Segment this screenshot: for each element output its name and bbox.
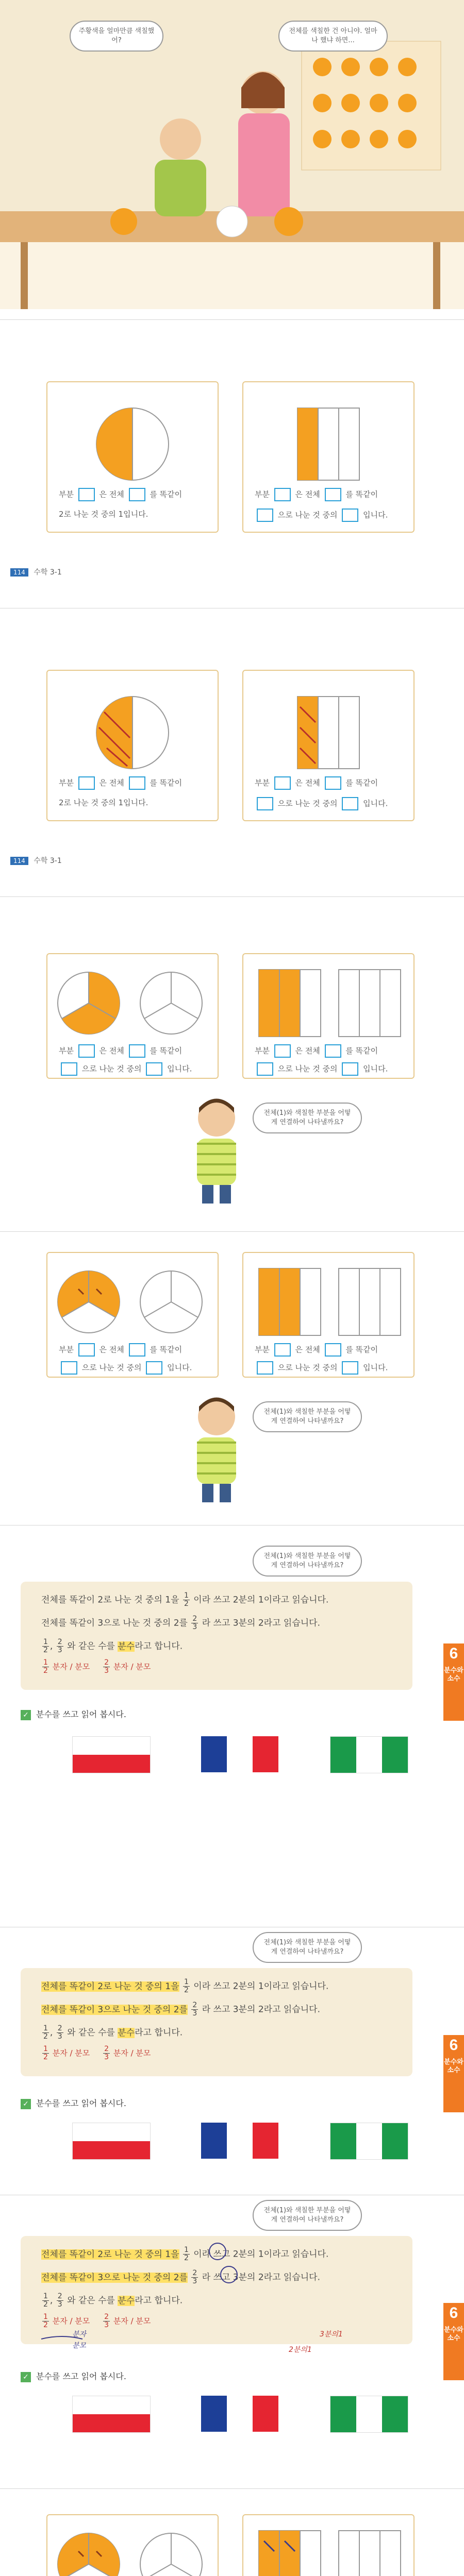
card-rect-third (242, 381, 415, 533)
sentence-part: 를 똑같이 (345, 1046, 378, 1056)
answer-box[interactable] (257, 1361, 273, 1375)
answer-box[interactable] (78, 488, 95, 501)
denominator-label: 분모 (75, 2316, 90, 2326)
sentence-part: 은 전체 (295, 489, 320, 499)
answer-box[interactable] (257, 509, 273, 522)
card-sentence (255, 488, 378, 501)
numerator: 2 (192, 2269, 197, 2277)
denominator-label: 분모 (136, 2316, 151, 2326)
sentence-part: 를 똑같이 (345, 1345, 378, 1354)
flag-indonesia (72, 2123, 151, 2160)
denominator: 3 (57, 1646, 62, 1654)
info-text: 이라 쓰고 2분의 1이라고 읽습니다. (193, 2249, 329, 2260)
answer-box[interactable] (325, 776, 341, 790)
answer-box[interactable] (78, 1044, 95, 1058)
page-number: 114 (10, 857, 28, 865)
footer-left (10, 567, 62, 577)
info-text: 전체를 똑같이 2로 나눈 것 중의 1을 (41, 1981, 179, 1992)
flag-indonesia (72, 2396, 151, 2433)
chapter-title: 분수와 소수 (444, 2058, 463, 2074)
answer-box[interactable] (342, 797, 358, 810)
card-sentence (255, 1044, 378, 1058)
annotation: 분모 (72, 2342, 87, 2350)
fraction (57, 2025, 63, 2041)
info-text: 와 같은 수를 (67, 1641, 115, 1652)
numerator-label: 분자 (113, 1662, 128, 1671)
sentence-part: 입니다. (363, 1064, 388, 1074)
rect-third-figure (243, 671, 413, 774)
sentence-part: 를 똑같이 (150, 1046, 183, 1056)
info-text: 이라 쓰고 2분의 1이라고 읽습니다. (193, 1595, 329, 1605)
numerator: 1 (43, 1638, 48, 1646)
answer-box[interactable] (274, 776, 291, 790)
numerator-label: 분자 (52, 2048, 68, 2058)
card-sentence-2 (255, 509, 388, 522)
info-line-2 (41, 1615, 320, 1631)
section-4 (0, 1236, 464, 1520)
info-text: 이라 쓰고 2분의 1이라고 읽습니다. (193, 1981, 329, 1992)
denominator: 3 (57, 2300, 62, 2309)
numerator: 1 (184, 2246, 189, 2254)
sentence-part: 부분 (255, 1046, 270, 1056)
chapter-tab (443, 2303, 464, 2380)
denominator: 3 (192, 2009, 197, 2018)
denominator: 2 (43, 2032, 48, 2041)
answer-box[interactable] (146, 1062, 162, 1076)
answer-box[interactable] (342, 509, 358, 522)
card-sentence (59, 488, 182, 501)
sentence-part: 를 똑같이 (150, 1345, 183, 1354)
kid-bubble: 전체(1)와 색칠한 부분을 어떻게 연결하여 나타낼까요? (253, 1401, 362, 1432)
kid-bubble: 전체(1)와 색칠한 부분을 어떻게 연결하여 나타낼까요? (253, 1103, 362, 1133)
info-line-3: $\frac{1}{2}$ , $\frac{2}{3}$ 와 같은 수를 분수라고 합니다. (43, 2024, 183, 2041)
fraction (183, 1978, 190, 1994)
chapter-tab (443, 1643, 464, 1721)
chapter-title: 분수와 소수 (444, 2326, 463, 2342)
denominator: 3 (104, 2053, 109, 2061)
info-box (21, 1968, 412, 2076)
denominator: 2 (43, 1667, 48, 1675)
divider (0, 319, 464, 320)
info-line-2 (41, 2002, 320, 2018)
numerator: 2 (104, 2313, 109, 2321)
denominator: 2 (184, 1600, 189, 1608)
rect-thirds-figure (243, 1253, 413, 1341)
question-text: 분수를 쓰고 읽어 봅시다. (36, 1709, 126, 1719)
card-sentence-2 (255, 1062, 388, 1076)
sentence-part: 은 전체 (99, 778, 124, 788)
flag-france (201, 1736, 278, 1772)
footer-left (10, 855, 62, 866)
info-line-1 (41, 1978, 328, 1994)
sentence-part: 를 똑같이 (150, 489, 183, 499)
sentence-part: 부분 (255, 778, 270, 788)
annotation: 2분의1 (289, 2346, 312, 2354)
answer-box[interactable] (129, 488, 145, 501)
divider (0, 1525, 464, 1526)
sentence-part: 으로 나눈 것 중의 (81, 1363, 142, 1372)
info-text: 라 쓰고 3분의 2라고 읽습니다. (202, 2272, 320, 2283)
info-line-4: $\frac{1}{2}$ 분자 / 분모 $\frac{2}{3}$ 분자 / 분모 (43, 1658, 151, 1675)
card-pie-thirds (46, 2514, 219, 2576)
half-circle-figure (47, 671, 218, 774)
numerator: 2 (104, 2045, 109, 2053)
info-text: 라 쓰고 3분의 2라고 읽습니다. (202, 1618, 320, 1629)
answer-box[interactable] (274, 488, 291, 501)
info-line-4: $\frac{1}{2}$ 분자 / 분모 $\frac{2}{3}$ 분자 / 분모 (43, 2313, 151, 2329)
numerator: 1 (184, 1978, 189, 1986)
section-2 (0, 649, 464, 886)
denominator: 3 (104, 2321, 109, 2329)
info-text: 전체를 똑같이 2로 나눈 것 중의 1을 (41, 2249, 179, 2260)
fraction (42, 2045, 49, 2061)
answer-box[interactable] (129, 1343, 145, 1357)
answer-box[interactable] (61, 1361, 77, 1375)
card-pie-thirds (46, 953, 219, 1079)
fraction (183, 1592, 190, 1608)
annotation: 3분의1 (320, 2330, 343, 2338)
kid-illustration (186, 1391, 247, 1504)
denominator: 2 (184, 2254, 189, 2262)
kid-illustration (186, 1092, 247, 1206)
sentence-part: 부분 (255, 489, 270, 499)
answer-box[interactable] (257, 797, 273, 810)
sentence-part: 를 똑같이 (345, 489, 378, 499)
pie-thirds-figure (47, 954, 218, 1042)
info-line-3: $\frac{1}{2}$ , $\frac{2}{3}$ 와 같은 수를 분수라고 합니다. (43, 2292, 183, 2309)
half-circle-figure (47, 382, 218, 485)
info-text: 전체를 똑같이 2로 나눈 것 중의 1을 (41, 1595, 179, 1605)
denominator: 2 (43, 2300, 48, 2309)
card-sentence (255, 1343, 378, 1357)
numerator-label: 분자 (52, 2316, 68, 2326)
numerator: 2 (57, 1638, 62, 1646)
numerator: 2 (192, 1615, 197, 1623)
numerator-label: 분자 (113, 2316, 128, 2326)
info-box (21, 1582, 412, 1690)
info-text: 와 같은 수를 (67, 2295, 115, 2306)
question (21, 1708, 126, 1720)
handwritten-annotations (21, 2236, 412, 2344)
numerator: 2 (57, 2292, 62, 2300)
check-icon: ✓ (21, 2372, 31, 2382)
card-rect-thirds-double (242, 1252, 415, 1378)
answer-box[interactable] (274, 1044, 291, 1058)
card-sentence-2 (59, 1062, 192, 1076)
denominator: 2 (43, 1646, 48, 1654)
info-text: 전체를 똑같이 3으로 나눈 것 중의 2를 (41, 2004, 188, 2015)
info-text: 라고 합니다. (135, 2027, 183, 2038)
denominator-label: 분모 (75, 2048, 90, 2058)
numerator: 2 (57, 2024, 62, 2032)
sentence-part: 은 전체 (295, 1345, 320, 1354)
denominator: 3 (192, 1623, 197, 1631)
question (21, 2370, 126, 2382)
card-first-example: 2로 나눈 것 중의 1입니다. (59, 798, 148, 807)
section-3 (0, 938, 464, 1226)
flag-nigeria (330, 2396, 408, 2433)
section-6 (0, 1932, 464, 2190)
answer-box[interactable] (257, 1062, 273, 1076)
check-icon: ✓ (21, 1710, 31, 1720)
sentence-part: 입니다. (167, 1064, 192, 1074)
section-7 (0, 2200, 464, 2478)
pie-thirds-figure (47, 1253, 218, 1341)
answer-box[interactable] (325, 1343, 341, 1357)
sentence-part: 으로 나눈 것 중의 (277, 510, 338, 520)
numerator: 2 (192, 2001, 197, 2009)
numerator: 1 (43, 2313, 48, 2321)
sentence-part: 은 전체 (99, 1345, 124, 1354)
sentence-part: 은 전체 (295, 1046, 320, 1056)
numerator: 1 (43, 2024, 48, 2032)
question (21, 2097, 126, 2109)
info-line-4: $\frac{1}{2}$ 분자 / 분모 $\frac{2}{3}$ 분자 / 분모 (43, 2045, 151, 2061)
hero-section (0, 0, 464, 309)
sentence-part: 입니다. (167, 1363, 192, 1372)
numerator: 2 (104, 1658, 109, 1667)
check-icon: ✓ (21, 2099, 31, 2109)
divider (0, 896, 464, 897)
flag-france (201, 2123, 278, 2159)
info-keyword: 분수 (118, 2027, 135, 2038)
answer-box[interactable] (78, 1343, 95, 1357)
info-text: 라고 합니다. (135, 2295, 183, 2306)
sentence-part: 으로 나눈 것 중의 (277, 799, 338, 808)
flag-nigeria (330, 2123, 408, 2160)
fraction (42, 2025, 49, 2041)
hero-bubble-left: 주황색을 얼마만큼 색칠했어? (70, 21, 163, 52)
sentence-part: 으로 나눈 것 중의 (81, 1064, 142, 1074)
info-line-3: $\frac{1}{2}$ , $\frac{2}{3}$ 와 같은 수를 분수라고 합니다. (43, 1638, 183, 1654)
denominator: 3 (104, 1667, 109, 1675)
sentence-part: 를 똑같이 (345, 778, 378, 788)
sentence-part: 입니다. (363, 1363, 388, 1372)
question-text: 분수를 쓰고 읽어 봅시다. (36, 2098, 126, 2108)
question-text: 분수를 쓰고 읽어 봅시다. (36, 2371, 126, 2381)
info-text: 라 쓰고 3분의 2라고 읽습니다. (202, 2004, 320, 2015)
numerator: 1 (43, 2292, 48, 2300)
card-sentence (59, 1343, 182, 1357)
chapter-number: 6 (449, 1645, 458, 1662)
answer-box[interactable] (325, 488, 341, 501)
card-sentence (59, 1044, 182, 1058)
card-pie-thirds (46, 1252, 219, 1378)
answer-box[interactable] (342, 1062, 358, 1076)
kid-bubble: 전체(1)와 색칠한 부분을 어떻게 연결하여 나타낼까요? (253, 2200, 362, 2231)
card-circle-half (46, 381, 219, 533)
sentence-part: 부분 (59, 778, 74, 788)
answer-box[interactable] (129, 1044, 145, 1058)
info-text: 전체를 똑같이 3으로 나눈 것 중의 2를 (41, 2272, 188, 2283)
divider (0, 2488, 464, 2489)
info-keyword: 분수 (118, 2295, 135, 2306)
answer-box[interactable] (129, 776, 145, 790)
denominator: 3 (192, 2277, 197, 2285)
flag-france (201, 2396, 278, 2432)
fraction (191, 2002, 198, 2018)
card-sentence-2 (59, 1361, 192, 1375)
sentence-part: 를 똑같이 (150, 778, 183, 788)
card-sentence (255, 776, 378, 790)
sentence-part: 으로 나눈 것 중의 (277, 1064, 338, 1074)
answer-box[interactable] (146, 1361, 162, 1375)
card-sentence-2 (255, 797, 388, 810)
denominator-label: 분모 (75, 1662, 90, 1671)
annotation: 분자 (72, 2330, 87, 2338)
sentence-part: 은 전체 (295, 778, 320, 788)
hero-bubble-right: 전체를 색칠한 건 아니야. 얼마나 했냐 하면... (278, 21, 388, 52)
sentence-part: 입니다. (363, 799, 388, 808)
book-title: 수학 3-1 (34, 568, 62, 577)
info-box (21, 2236, 412, 2344)
rect-thirds-figure (243, 2515, 413, 2576)
answer-box[interactable] (78, 776, 95, 790)
sentence-part: 부분 (59, 489, 74, 499)
rect-thirds-figure (243, 954, 413, 1042)
divider (0, 1231, 464, 1232)
numerator-label: 분자 (52, 1662, 68, 1671)
hero-illustration (0, 0, 464, 309)
sentence-part: 부분 (59, 1046, 74, 1056)
chapter-title: 분수와 소수 (444, 1666, 463, 1682)
numerator-label: 분자 (113, 2048, 128, 2058)
fraction (42, 1638, 49, 1654)
fraction (103, 2045, 110, 2061)
section-1 (0, 361, 464, 598)
flag-indonesia (72, 1736, 151, 1773)
numerator: 1 (184, 1591, 189, 1600)
denominator: 2 (184, 1986, 189, 1994)
answer-box[interactable] (342, 1361, 358, 1375)
sentence-part: 으로 나눈 것 중의 (277, 1363, 338, 1372)
fraction (57, 1638, 63, 1654)
sentence-part: 부분 (255, 1345, 270, 1354)
info-text: 와 같은 수를 (67, 2027, 115, 2038)
info-text: 전체를 똑같이 3으로 나눈 것 중의 2를 (41, 1618, 188, 1629)
sentence-part: 입니다. (363, 510, 388, 520)
denominator: 3 (57, 2032, 62, 2041)
denominator: 2 (43, 2053, 48, 2061)
card-rect-thirds-double (242, 953, 415, 1079)
answer-box[interactable] (325, 1044, 341, 1058)
chapter-number: 6 (449, 2304, 458, 2321)
chapter-number: 6 (449, 2037, 458, 2054)
info-keyword: 분수 (118, 1641, 135, 1652)
card-rect-thirds-double (242, 2514, 415, 2576)
answer-box[interactable] (61, 1062, 77, 1076)
info-text: 라고 합니다. (135, 1641, 183, 1652)
kid-bubble: 전체(1)와 색칠한 부분을 어떻게 연결하여 나타낼까요? (253, 1932, 362, 1963)
pie-thirds-figure (47, 2515, 218, 2576)
fraction (103, 1659, 110, 1675)
numerator: 1 (43, 1658, 48, 1667)
card-circle-half-annotated (46, 670, 219, 821)
fraction (42, 1659, 49, 1675)
sentence-part: 은 전체 (99, 489, 124, 499)
card-sentence-2 (255, 1361, 388, 1375)
info-line-1 (41, 1592, 328, 1608)
flag-nigeria (330, 1736, 408, 1773)
fraction (191, 1615, 198, 1631)
card-first-example: 2로 나눈 것 중의 1입니다. (59, 510, 148, 519)
kid-bubble: 전체(1)와 색칠한 부분을 어떻게 연결하여 나타낼까요? (253, 1546, 362, 1577)
chapter-tab (443, 2035, 464, 2112)
section-8 (0, 2499, 464, 2576)
answer-box[interactable] (274, 1343, 291, 1357)
sentence-part: 은 전체 (99, 1046, 124, 1056)
sentence-part: 부분 (59, 1345, 74, 1354)
numerator: 1 (43, 2045, 48, 2053)
book-title: 수학 3-1 (34, 857, 62, 865)
rect-third-figure (243, 382, 413, 485)
denominator-label: 분모 (136, 1662, 151, 1671)
page-number: 114 (10, 568, 28, 577)
denominator-label: 분모 (136, 2048, 151, 2058)
card-rect-third-annotated (242, 670, 415, 821)
denominator: 2 (43, 2321, 48, 2329)
card-sentence (59, 776, 182, 790)
